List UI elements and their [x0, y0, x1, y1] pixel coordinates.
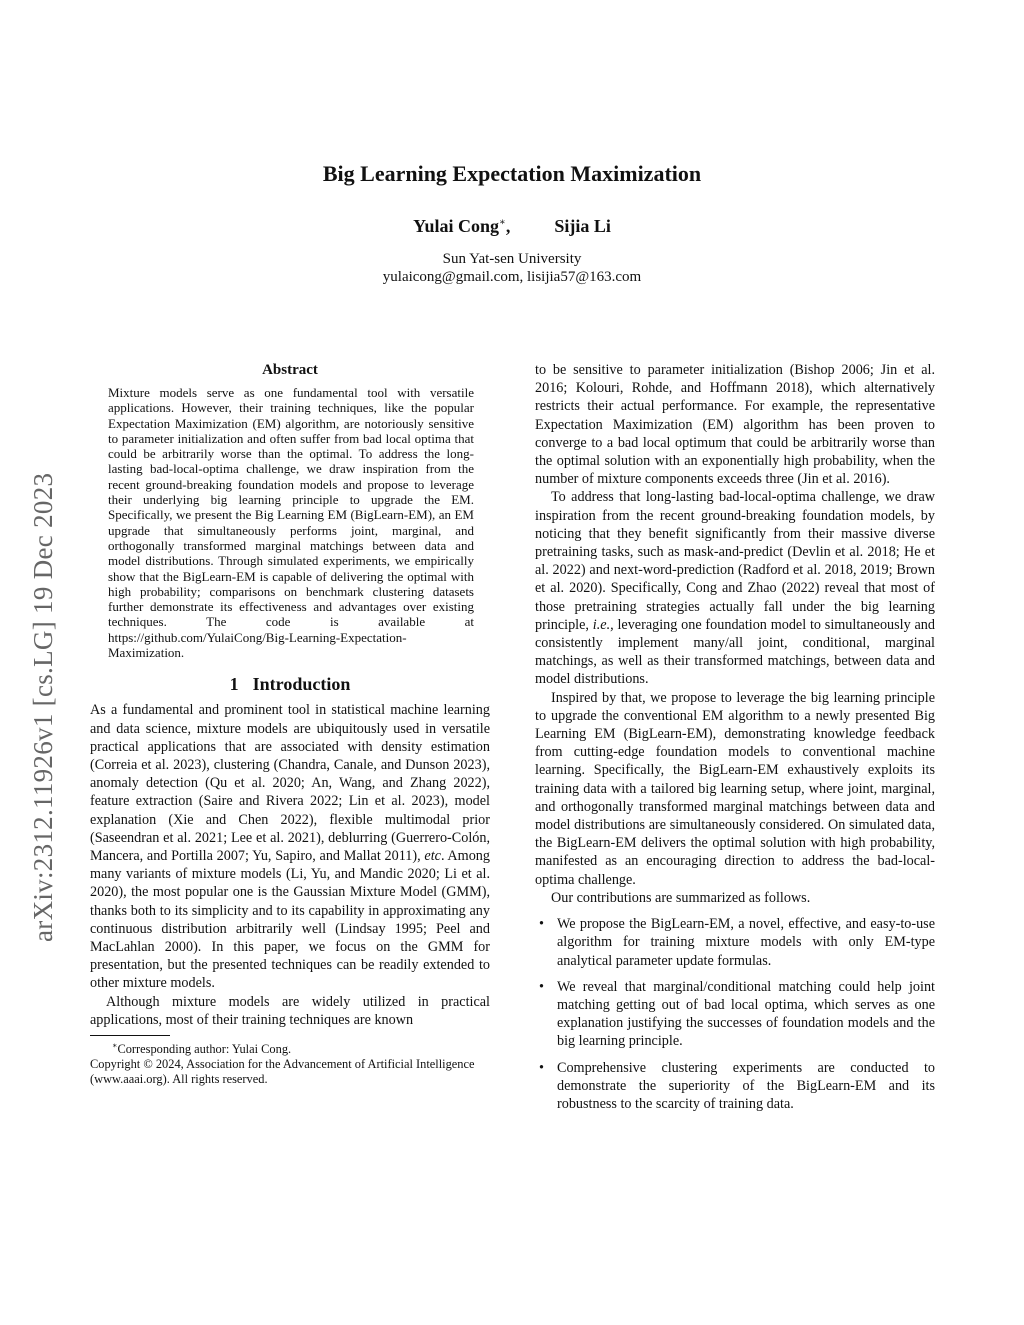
footnote-corresponding: [90, 1038, 490, 1057]
author-separator: ,: [505, 216, 511, 236]
abstract-heading: Abstract: [262, 362, 318, 378]
author-list: [0, 216, 1024, 237]
contribution-text: We reveal that marginal/conditional matching could help joint matching getting out of bad local optima, which serves as one explanation justifying the successes of foundation models and the big learning principle.: [557, 978, 935, 1050]
footnote-text: Corresponding author: Yulai Cong.: [117, 1042, 292, 1057]
intro-p3-text-a: To address that long-lasting bad-local-optima challenge, we draw inspiration from the recent ground-breaking foundation models, by noticing that they benefit significantly from their massive diverse pretraining tasks, such as mask-and-predict (Devlin et al. 2018; He et al. 2022) and next-word-prediction (Radford et al. 2018, 2019; Brown et al. 2020). Specifically, Cong and Zhao (2022) reveal that most of those pretraining strategies actually fall under the big learning principle,: [535, 489, 935, 633]
contribution-item: [535, 978, 935, 1051]
corresponding-mark: ∗: [499, 217, 506, 228]
abstract-text: Mixture models serve as one fundamental tool with versatile applications. However, their training techniques, like the popular Expectation Maximization (EM) algorithm, are notoriously sensitive to parameter initialization and often suffer from bad local optima that could be arbitrarily worse than the optimal. To address the long-lasting bad-local-optima challenge, we draw inspiration from the recent ground-breaking foundation models and propose to leverage their underlying big learning principle to upgrade the EM. Specifically, we present the Big Learning EM (BigLearn-EM), an EM upgrade that simultaneously performs joint, marginal, and orthogonally transformed marginal matchings between data and model distributions. Through simulated experiments, we empirically show that the BigLearn-EM is capable of delivering the optimal with high probability; comparisons on benchmark clustering datasets further demonstrate its effectiveness and advantages over existing techniques. The code is available at https://github.com/YulaiCong/Big-Learning-Expectation-Maximization.: [108, 385, 474, 661]
contribution-list: [535, 915, 935, 1113]
footnote-mark: ∗: [112, 1041, 118, 1050]
section-heading-introduction: [90, 674, 490, 695]
paper-title: Big Learning Expectation Maximization: [322, 161, 702, 186]
author-second: Sijia Li: [554, 216, 611, 236]
contribution-item: [535, 915, 935, 970]
contribution-text: We propose the BigLearn-EM, a novel, effective, and easy-to-use algorithm for training mixture models with only EM-type analytical parameter update formulas.: [557, 916, 935, 969]
footnote-block: [90, 1038, 490, 1087]
intro-paragraph-2: Although mixture models are widely utilized in practical applications, most of their training techniques are known: [90, 993, 490, 1028]
intro-paragraph-4: Inspired by that, we propose to leverage the big learning principle to upgrade the conventional EM algorithm to a newly presented Big Learning EM (BigLearn-EM), demonstrating knowledge feedback from cutting-edge foundation models to conventional machine learning. Specifically, the BigLearn-EM exhaustively exploits its training data with a tailored big learning setup, where joint, marginal, and orthogonally transformed marginal matchings between data and model distributions are simultaneously considered. On simulated data, the BigLearn-EM delivers the optimal solution with high probability, manifested as an encouraging direction to address the bad-local-optima challenge.: [535, 689, 935, 888]
intro-paragraph-1: [90, 701, 490, 992]
intro-paragraph-2-continued: to be sensitive to parameter initialization (Bishop 2006; Jin et al. 2016; Kolouri, Rohde, and Hoffmann 2018), which alternatively restricts their actual performance. For example, the representative Expectation Maximization (EM) algorithm has been proven to converge to a bad local optimum that could be arbitrarily worse than the optimal solution with an exponentially high probability, when the number of mixture components exceeds three (Jin et al. 2016).: [535, 362, 935, 488]
bullet-icon: •: [539, 1059, 544, 1076]
intro-p3-ie: i.e.,: [592, 616, 614, 633]
intro-p1-text-b: . Among many variants of mixture models (Li, Yu, and Mandic 2020; Li et al. 2020), the most popular one is the Gaussian Mixture Model (GMM), thanks both to its simplicity and to its capability in approximating any continuous distribution arbitrarily well (Lindsay 1995; Peel and MacLahlan 2000). In this paper, we focus on the GMM for presentation, but the presented techniques can be readily extended to other mixture models.: [90, 847, 490, 992]
left-column: [90, 362, 490, 1087]
intro-paragraph-3: [535, 488, 935, 688]
intro-paragraph-5: Our contributions are summarized as follows.: [551, 889, 811, 906]
contribution-text: Comprehensive clustering experiments are conducted to demonstrate the superiority of the BigLearn-EM and its robustness to the scarcity of training data.: [557, 1059, 935, 1112]
arxiv-identifier: arXiv:2312.11926v1 [cs.LG] 19 Dec 2023: [28, 472, 58, 942]
section-title: Introduction: [252, 674, 351, 695]
intro-p1-text-a: As a fundamental and prominent tool in statistical machine learning and data science, mixture models are ubiquitously used in versatile practical applications that are associated with density estimation (Correia et al. 2023), clustering (Chandra, Canale, and Dunson 2023), anomaly detection (Qu et al. 2020; An, Wang, and Zhang 2022), feature extraction (Saire and Rivera 2022; Lin et al. 2023), model explanation (Xie and Chen 2022), flexible multimodal prior (Saseendran et al. 2021; Lee et al. 2021), deblurring (Guerrero-Colón, Mancera, and Portilla 2007; Yu, Sapiro, and Mallat 2011),: [90, 702, 490, 864]
contribution-item: [535, 1059, 935, 1114]
intro-p3-text-b: leveraging one foundation model to simultaneously and consistently implement many/all joint, conditional, marginal matchings, as well as their transformed matchings, between data and model distributions.: [535, 616, 935, 688]
bullet-icon: •: [539, 916, 544, 933]
affiliation: Sun Yat-sen University: [442, 251, 582, 267]
author-emails: yulaicong@gmail.com, lisijia57@163.com: [382, 269, 642, 285]
footnote-rule: [90, 1035, 170, 1036]
section-number: 1: [229, 674, 239, 695]
intro-p1-etc: etc: [424, 847, 441, 864]
copyright-notice: Copyright © 2024, Association for the Advancement of Artificial Intelligence (www.aaai.org). All rights reserved.: [90, 1057, 475, 1087]
right-column: [535, 361, 935, 1121]
affiliation-block: [0, 250, 1024, 286]
bullet-icon: •: [539, 978, 544, 995]
author-first: Yulai Cong: [413, 216, 500, 236]
